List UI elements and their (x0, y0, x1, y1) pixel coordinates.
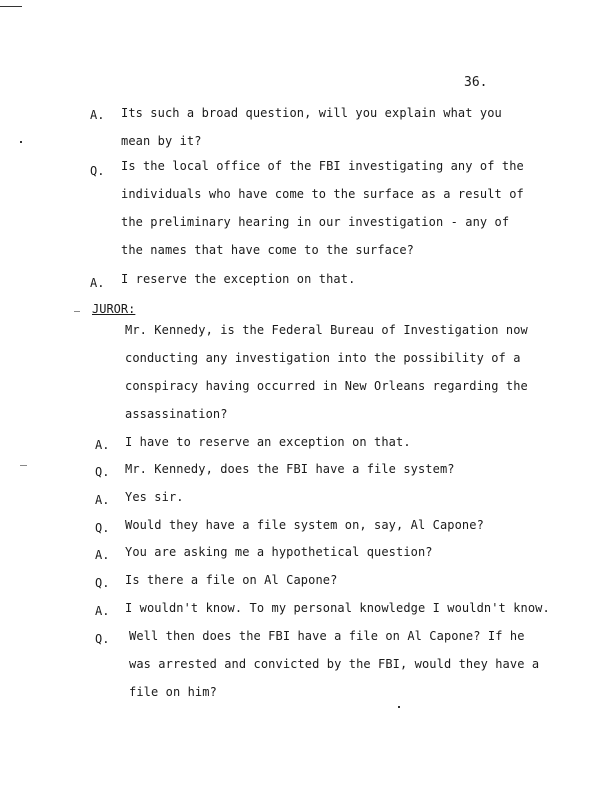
transcript-line: the preliminary hearing in our investigation - any of (121, 215, 510, 229)
transcript-line: was arrested and convicted by the FBI, would they have a (129, 657, 540, 671)
transcript-line: file on him? (129, 685, 217, 699)
answer-label: A. (95, 548, 110, 562)
answer-label: A. (95, 438, 110, 452)
transcript-line: Mr. Kennedy, does the FBI have a file system? (125, 462, 455, 476)
question-label: Q. (95, 521, 110, 535)
margin-dot (398, 706, 400, 708)
question-label: Q. (95, 632, 110, 646)
answer-label: A. (95, 604, 110, 618)
transcript-line: Is the local office of the FBI investigating any of the (121, 159, 524, 173)
question-label: Q. (95, 465, 110, 479)
page-number: 36. (464, 75, 488, 90)
transcript-line: Its such a broad question, will you explain what you (121, 106, 502, 120)
transcript-line: Well then does the FBI have a file on Al Capone? If he (129, 629, 525, 643)
transcript-line: Would they have a file system on, say, Al Capone? (125, 518, 484, 532)
transcript-line: I reserve the exception on that. (121, 272, 356, 286)
transcript-line: I have to reserve an exception on that. (125, 435, 411, 449)
question-label: Q. (90, 164, 105, 178)
transcript-line: I wouldn't know. To my personal knowledge I wouldn't know. (125, 601, 550, 615)
transcript-line: individuals who have come to the surface as a result of (121, 187, 524, 201)
answer-label: A. (95, 493, 110, 507)
margin-dash (74, 311, 80, 312)
speaker-label: JUROR: (92, 302, 136, 316)
transcript-line: mean by it? (121, 134, 202, 148)
transcript-line: You are asking me a hypothetical question? (125, 545, 433, 559)
transcript-line: Yes sir. (125, 490, 184, 504)
transcript-line: conspiracy having occurred in New Orleans regarding the (125, 379, 528, 393)
corner-mark (0, 6, 22, 7)
transcript-line: the names that have come to the surface? (121, 243, 414, 257)
answer-label: A. (90, 276, 105, 290)
transcript-line: assassination? (125, 407, 228, 421)
answer-label: A. (90, 108, 105, 122)
margin-dash (20, 465, 27, 466)
question-label: Q. (95, 576, 110, 590)
transcript-line: Mr. Kennedy, is the Federal Bureau of Investigation now (125, 323, 528, 337)
transcript-line: conducting any investigation into the possibility of a (125, 351, 521, 365)
transcript-line: Is there a file on Al Capone? (125, 573, 338, 587)
margin-dot (20, 141, 22, 143)
